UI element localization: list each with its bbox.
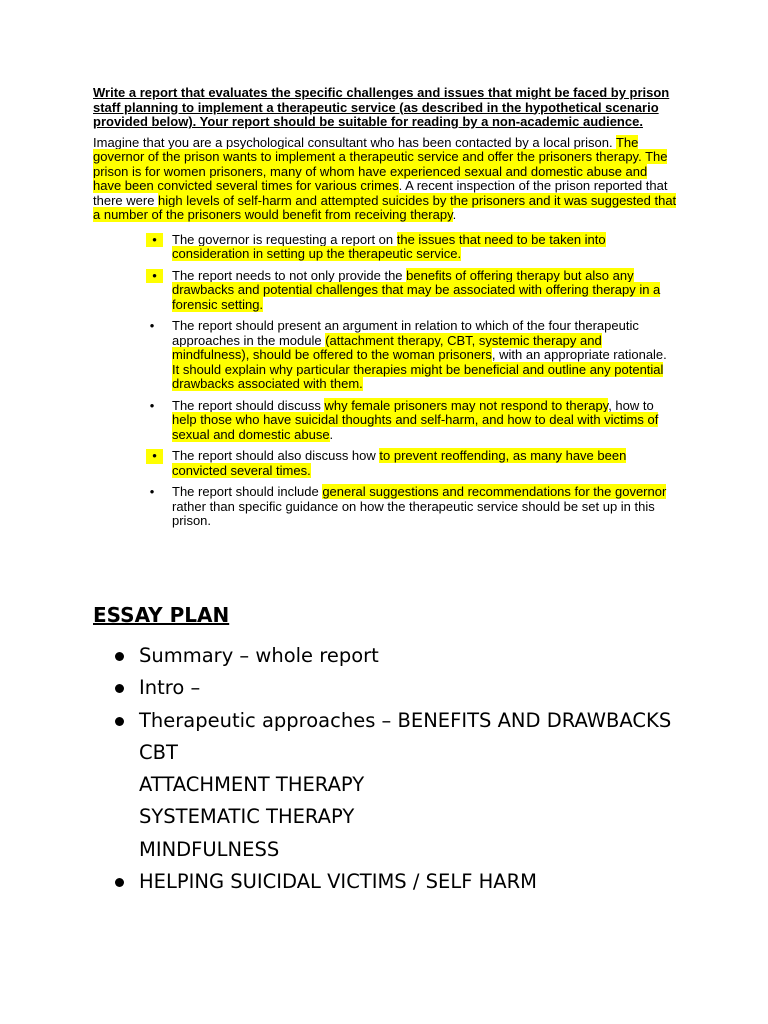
bullet-icon: • — [149, 484, 155, 499]
bullet-icon — [115, 652, 124, 661]
scenario-text: . A recent inspection of the prison reported that there were — [93, 178, 668, 208]
scenario-text: . — [452, 207, 457, 222]
bullet-icon — [115, 717, 124, 726]
requirement-item — [93, 449, 677, 478]
requirement-highlight: to prevent reoffending, as many have been convicted several times. — [172, 448, 627, 478]
requirement-highlight: It should explain why particular therapies might be beneficial and outline any potential drawbacks associated with them. — [172, 361, 664, 391]
bullet-icon — [115, 878, 124, 887]
scenario-text: Imagine that you are a psychological consultant who has been contacted by a local prison. — [93, 134, 616, 150]
bullet-icon: • — [146, 233, 163, 248]
requirement-text: The report should discuss — [172, 397, 325, 413]
essay-plan-title: ESSAY PLAN — [93, 603, 230, 627]
plan-item-helping — [93, 866, 713, 898]
requirement-highlight: why female prisoners may not respond to therapy — [324, 397, 609, 413]
bullet-icon: • — [149, 397, 155, 413]
requirement-highlight: the issues that need to be taken into consideration in setting up the therapeutic service. — [172, 231, 606, 261]
scenario-highlight: high levels of self-harm and attempted suicides by the prisoners and it was suggested that a number of the prisoners would benefit from receiving therapy — [93, 192, 677, 222]
scenario-highlight: The governor of the prison wants to implement a therapeutic service and offer the prisoners therapy. The prison is for women prisoners, many of whom have experienced sexual and domestic abuse and have been convicted several times for various crimes — [93, 134, 668, 193]
requirement-highlight: general suggestions and recommendations for the governor — [322, 484, 667, 499]
requirement-item — [93, 269, 677, 313]
plan-subitem-systematic: SYSTEMATIC THERAPY — [139, 805, 355, 829]
requirement-text: , how to — [608, 397, 654, 413]
plan-subitem-attachment: ATTACHMENT THERAPY — [139, 773, 365, 797]
requirement-text: rather than specific guidance on how the therapeutic service should be set up in this prison. — [172, 498, 655, 528]
plan-subitem-mindfulness: MINDFULNESS — [139, 837, 280, 861]
essay-plan-list — [93, 640, 713, 898]
plan-item-label: Intro – — [139, 676, 201, 700]
assignment-brief — [93, 86, 677, 536]
requirement-highlight: (attachment therapy, CBT, systemic therapy and mindfulness), should be offered to the woman prisoners — [172, 332, 602, 362]
requirement-highlight: help those who have suicidal thoughts and self-harm, and how to deal with victims of sexual and domestic abuse — [172, 412, 659, 442]
requirement-item — [93, 319, 677, 392]
essay-plan — [93, 600, 713, 898]
requirement-text: . — [329, 426, 334, 442]
plan-item-therapeutic-approaches — [93, 705, 713, 866]
scenario-paragraph — [93, 136, 677, 223]
plan-item-label: Summary – whole report — [139, 644, 379, 667]
bullet-icon: • — [146, 449, 163, 464]
plan-item-label: HELPING SUICIDAL VICTIMS / SELF HARM — [139, 870, 537, 894]
requirement-text: The report should include — [172, 484, 323, 499]
bullet-icon — [115, 684, 124, 693]
requirement-text: The report should present an argument in relation to which of the four therapeutic approaches in the module — [172, 318, 639, 348]
requirement-item — [93, 233, 677, 262]
requirement-text: The report should also discuss how — [172, 448, 380, 463]
requirement-text: The governor is requesting a report on — [172, 231, 397, 247]
requirement-item — [93, 399, 677, 443]
plan-item-label: Therapeutic approaches – BENEFITS AND DRAWBACKS — [139, 708, 672, 732]
requirement-highlight: benefits of offering therapy but also any drawbacks and potential challenges that may be associated with offering therapy in a forensic setting. — [172, 267, 661, 312]
bullet-icon: • — [146, 269, 163, 284]
requirement-text: , with an appropriate rationale. — [491, 347, 667, 362]
plan-item-summary — [93, 640, 713, 672]
requirements-list — [93, 233, 677, 529]
bullet-icon: • — [149, 318, 155, 333]
requirement-text: The report needs to not only provide the — [172, 267, 407, 283]
plan-subitem-cbt: CBT — [139, 740, 178, 764]
requirement-item — [93, 485, 677, 529]
assignment-heading: Write a report that evaluates the specific challenges and issues that might be faced by prison staff planning to implement a therapeutic service (as described in the hypothetical scenario provided below). Your report should be suitable for reading by a non-academic audience. — [93, 85, 670, 129]
plan-item-intro — [93, 672, 713, 704]
